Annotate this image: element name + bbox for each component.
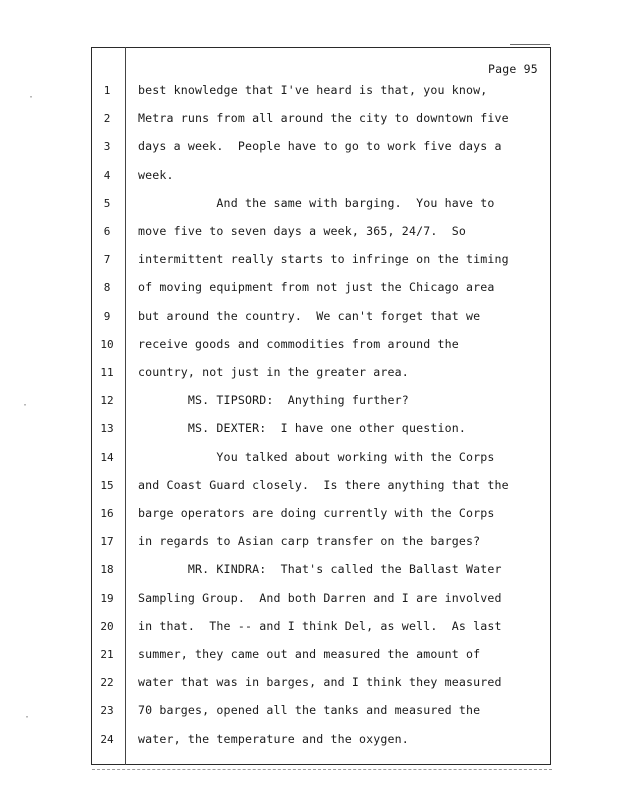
transcript-line: in that. The -- and I think Del, as well. As last — [138, 619, 502, 633]
transcript-line: MS. TIPSORD: Anything further? — [138, 393, 409, 407]
transcript-line: in regards to Asian carp transfer on the barges? — [138, 534, 481, 548]
transcript-line: and Coast Guard closely. Is there anything that the — [138, 478, 509, 492]
transcript-line: move five to seven days a week, 365, 24/7. So — [138, 224, 466, 238]
line-number: 21 — [100, 648, 114, 661]
line-number: 2 — [103, 112, 111, 125]
transcript-line: but around the country. We can't forget that we — [138, 309, 481, 323]
scan-speck: · — [24, 712, 31, 723]
transcript-line: Sampling Group. And both Darren and I are involved — [138, 591, 502, 605]
page-number: Page 95 — [488, 62, 538, 76]
transcript-line: of moving equipment from not just the Chicago area — [138, 280, 495, 294]
line-number: 11 — [100, 366, 114, 379]
transcript-line: week. — [138, 168, 174, 182]
line-number: 20 — [100, 620, 114, 633]
transcript-line: receive goods and commodities from around the — [138, 337, 459, 351]
transcript-line: days a week. People have to go to work five days a — [138, 139, 502, 153]
line-number: 9 — [103, 310, 111, 323]
scan-artifact-footer — [92, 769, 552, 772]
transcript-line: country, not just in the greater area. — [138, 365, 409, 379]
line-number: 24 — [100, 733, 114, 746]
line-number: 16 — [100, 507, 114, 520]
scan-speck: · — [22, 400, 29, 411]
line-number: 3 — [103, 140, 111, 153]
line-number: 4 — [103, 169, 111, 182]
line-number: 1 — [103, 84, 111, 97]
line-number: 19 — [100, 592, 114, 605]
scan-artifact-top — [510, 44, 550, 45]
line-number: 12 — [100, 394, 114, 407]
transcript-line: summer, they came out and measured the amount of — [138, 647, 481, 661]
transcript-line: You talked about working with the Corps — [138, 450, 495, 464]
line-number: 5 — [103, 197, 111, 210]
line-number: 22 — [100, 676, 114, 689]
transcript-line: Metra runs from all around the city to downtown five — [138, 111, 509, 125]
line-number: 18 — [100, 563, 114, 576]
scan-speck: · — [28, 92, 35, 103]
line-number: 17 — [100, 535, 114, 548]
transcript-line: barge operators are doing currently with the Corps — [138, 506, 495, 520]
line-number: 13 — [100, 422, 114, 435]
transcript-line: intermittent really starts to infringe on the timing — [138, 252, 509, 266]
transcript-line: MS. DEXTER: I have one other question. — [138, 421, 466, 435]
transcript-line: MR. KINDRA: That's called the Ballast Water — [138, 562, 502, 576]
transcript-line: 70 barges, opened all the tanks and measured the — [138, 703, 481, 717]
line-number: 15 — [100, 479, 114, 492]
transcript-line: best knowledge that I've heard is that, you know, — [138, 83, 488, 97]
line-number: 23 — [100, 704, 114, 717]
line-number: 10 — [100, 338, 114, 351]
line-number-margin-rule — [125, 47, 126, 765]
transcript-line: water, the temperature and the oxygen. — [138, 732, 409, 746]
line-number: 8 — [103, 281, 111, 294]
line-number: 6 — [103, 225, 111, 238]
transcript-line: And the same with barging. You have to — [138, 196, 495, 210]
line-number: 7 — [103, 253, 111, 266]
line-number: 14 — [100, 451, 114, 464]
transcript-line: water that was in barges, and I think they measured — [138, 675, 502, 689]
